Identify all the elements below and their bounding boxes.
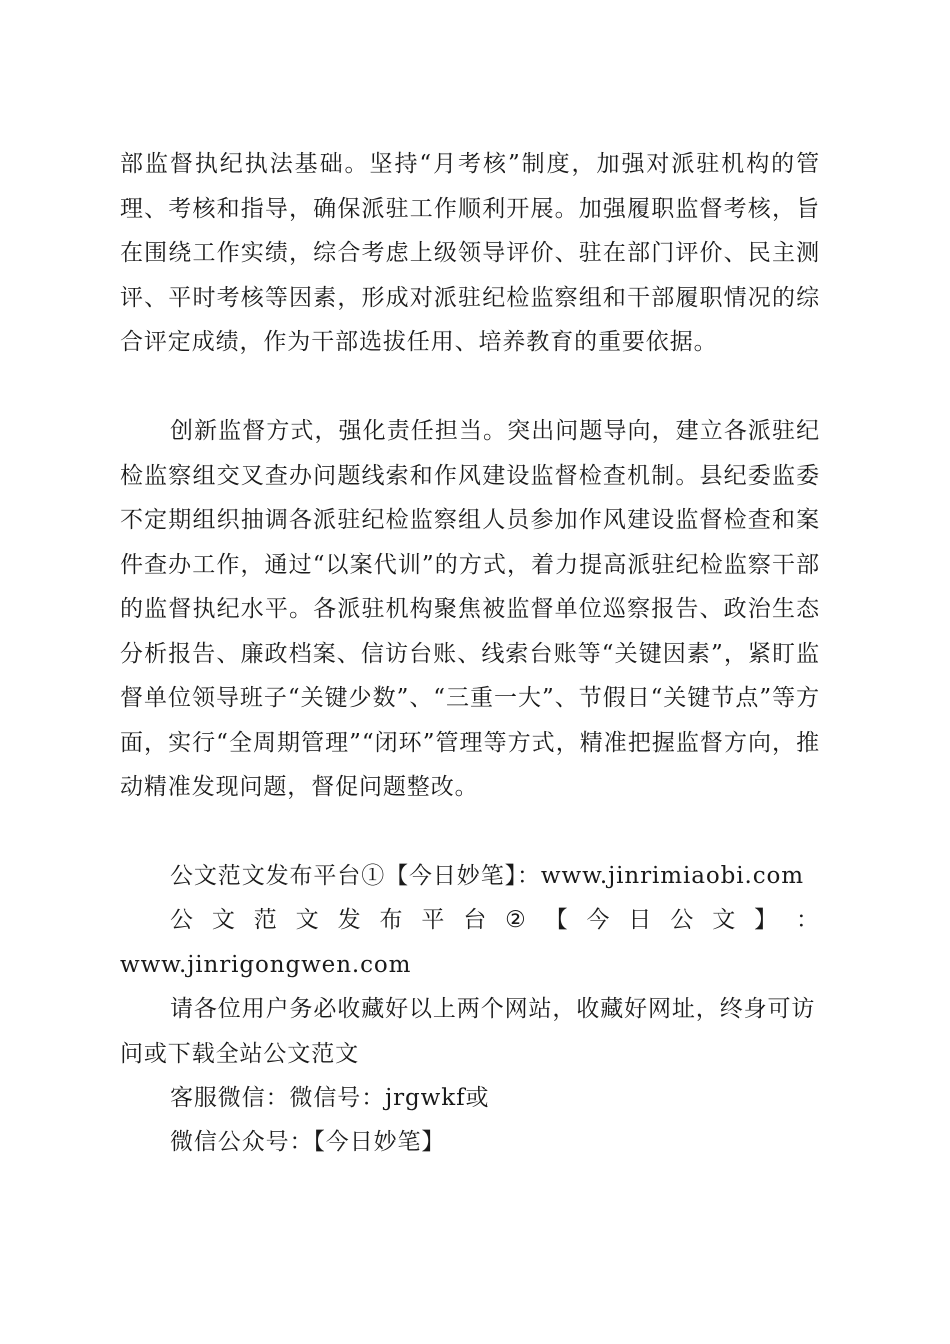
platform-2-char: ② [505, 907, 527, 933]
body-paragraph-2: 创新监督方式，强化责任担当。突出问题导向，建立各派驻纪检监察组交叉查办问题线索和作风建设监督检查机制。县纪委监委不定期组织抽调各派驻纪检监察组人员参加作风建设监督检查和案件查办工作，通过“以案代训”的方式，着力提高派驻纪检监察干部的监督执纪水平。各派驻机构聚焦被监督单位巡察报告、政治生态分析报告、廉政档案、信访台账、线索台账等“关键因素”，紧盯监督单位领导班子“关键少数”、“三重一大”、节假日“关键节点”等方面，实行“全周期管理”“闭环”管理等方式，精准把握监督方向，推动精准发现问题，督促问题整改。 [120, 418, 820, 800]
platform-2-line [170, 898, 820, 943]
platform-2-url: www.jinrigongwen.com [120, 952, 412, 978]
wechat-official-account: 微信公众号：【今日妙笔】 [170, 1129, 446, 1155]
platform-2-char: 文 [295, 907, 320, 933]
platform-2-char: 文 [712, 907, 737, 933]
platform-2-char: 公 [670, 907, 695, 933]
platform-2-char: 日 [628, 907, 653, 933]
platform-2-char: 文 [211, 907, 236, 933]
platform-2-char: 布 [379, 907, 404, 933]
bookmark-notice: 请各位用户务必收藏好以上两个网站，收藏好网址，终身可访问或下载全站公文范文 [120, 996, 816, 1067]
body-paragraph-1: 部监督执纪执法基础。坚持“月考核”制度，加强对派驻机构的管理、考核和指导，确保派驻工作顺利开展。加强履职监督考核，旨在围绕工作实绩，综合考虑上级领导评价、驻在部门评价、民主测评、平时考核等因素，形成对派驻纪检监察组和干部履职情况的综合评定成绩，作为干部选拔任用、培养教育的重要依据。 [120, 151, 820, 355]
platform-2-char: 】 [754, 907, 778, 933]
platform-2-char: 平 [421, 907, 446, 933]
platform-1-line: 公文范文发布平台①【今日妙笔】：www.jinrimiaobi.com [170, 863, 804, 889]
platform-2-char: 发 [337, 907, 362, 933]
platform-2-char: 【 [544, 907, 569, 933]
platform-2-char: 公 [170, 907, 194, 933]
platform-2-char: ： [795, 907, 820, 933]
platform-2-char: 今 [586, 907, 611, 933]
customer-service-wechat: 客服微信：微信号：jrgwkf或 [170, 1085, 490, 1111]
platform-2-char: 台 [463, 907, 488, 933]
platform-2-char: 范 [253, 907, 278, 933]
